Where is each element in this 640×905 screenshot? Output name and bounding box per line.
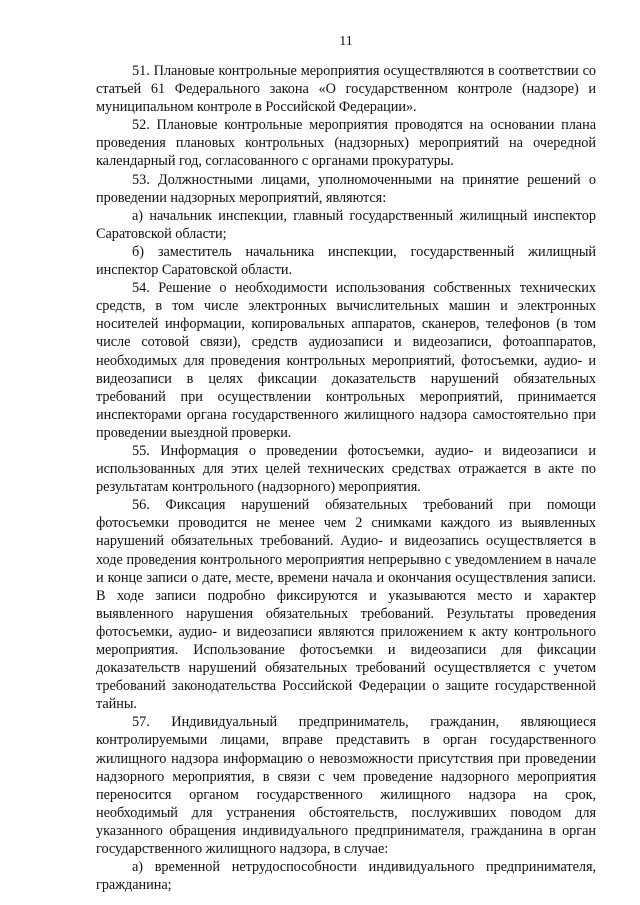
paragraph-57-a: а) временной нетрудоспособности индивидуального предпринимателя, гражданина; <box>96 859 596 894</box>
paragraph-52: 52. Плановые контрольные мероприятия проводятся на основании плана проведения плановых контрольных (надзорных) мероприятий на очередной календарный год, согласованного с органами прокуратуры. <box>96 117 596 170</box>
paragraph-54: 54. Решение о необходимости использования собственных технических средств, в том числе электронных вычислительных машин и электронных носителей информации, копировальных аппаратов, сканеров, телефонов (в том числе сотовой связи), средств аудиозаписи и видеозаписи, фотоаппаратов, необходимых для проведения контрольных мероприятий, фотосъемки, аудио- и видеозаписи в целях фиксации доказательств нарушений обязательных требований при осуществлении контрольных мероприятий, принимается инспекторами органа государственного жилищного надзора самостоятельно при проведении выездной проверки. <box>96 280 596 441</box>
paragraph-55: 55. Информация о проведении фотосъемки, аудио- и видеозаписи и использованных для этих целей технических средствах отражается в акте по результатам контрольного (надзорного) мероприятия. <box>96 442 596 496</box>
paragraph-51: 51. Плановые контрольные мероприятия осуществляются в соответствии со статьей 61 Федерального закона «О государственном контроле (надзоре) и муниципальном контроле в Российской Федерации». <box>96 63 596 116</box>
paragraph-53: 53. Должностными лицами, уполномоченными на принятие решений о проведении надзорных мероприятий, являются: <box>96 171 596 206</box>
paragraph-57: 57. Индивидуальный предприниматель, гражданин, являющиеся контролируемыми лицами, вправе представить в орган государственного жилищного надзора информацию о невозможности присутствия при проведении надзорного мероприятия, в связи с чем проведение надзорного мероприятия переносится органом государственного жилищного надзора на срок, необходимый для устранения обстоятельств, послуживших поводом для указанного обращения индивидуального предпринимателя, гражданина в орган государственного жилищного надзора, в случае: <box>96 714 596 858</box>
page-number: 11 <box>339 34 353 49</box>
paragraph-53-b: б) заместитель начальника инспекции, государственный жилищный инспектор Саратовской области. <box>96 243 596 279</box>
paragraph-53-a: а) начальник инспекции, главный государственный жилищный инспектор Саратовской области; <box>96 207 596 242</box>
paragraph-56: 56. Фиксация нарушений обязательных требований при помощи фотосъемки проводится не менее чем 2 снимками каждого из выявленных нарушений обязательных требований. Аудио- и видеозапись осуществляется в ходе проведения контрольного мероприятия непрерывно с уведомлением в начале и конце записи о дате, месте, времени начала и окончания осуществления записи. В ходе записи подробно фиксируются и указываются место и характер выявленного нарушения обязательных требований. Результаты проведения фотосъемки, аудио- и видеозаписи являются приложением к акту контрольного мероприятия. Использование фотосъемки и видеозаписи для фиксации доказательств нарушений обязательных требований осуществляется с учетом требований законодательства Российской Федерации о защите государственной тайны. <box>96 497 596 713</box>
